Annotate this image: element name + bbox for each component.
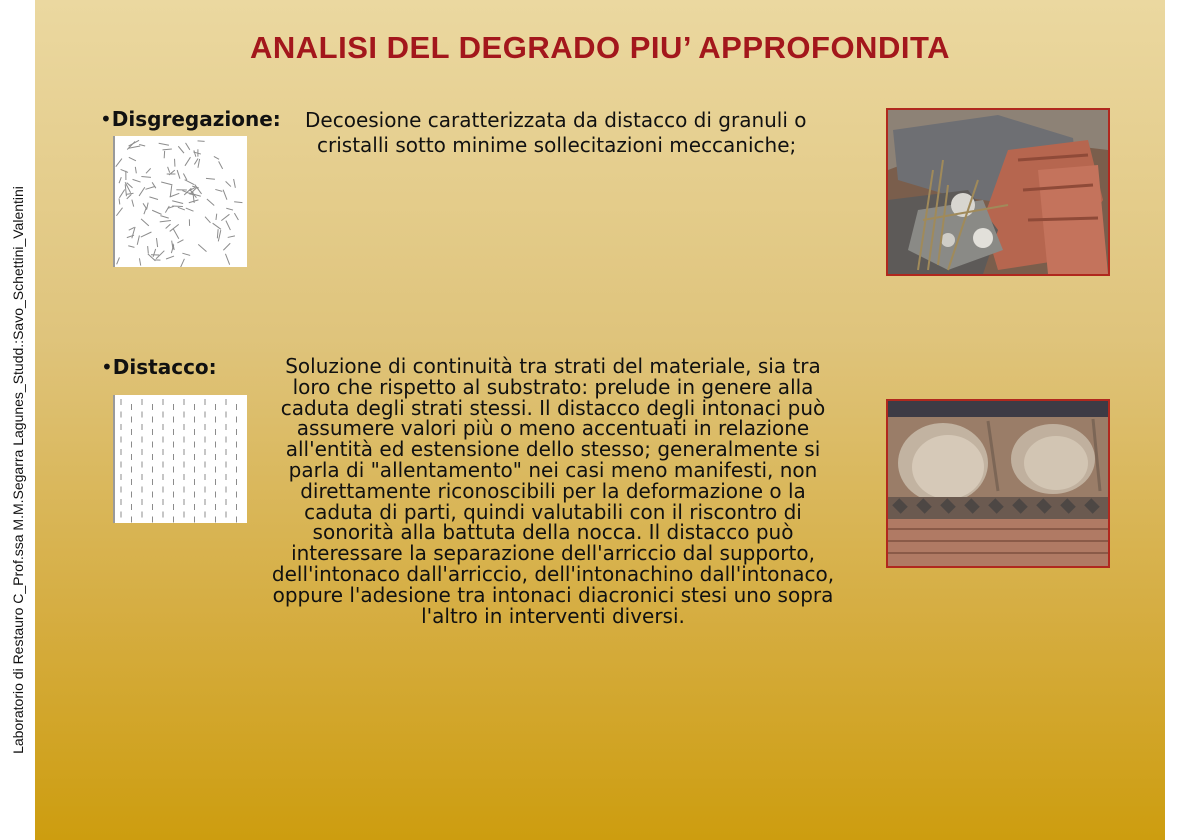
random-dash-hatch-icon bbox=[113, 136, 247, 267]
crumbling-masonry-photo bbox=[888, 110, 1108, 274]
description-line: caduta di parti, quindi valutabili con il riscontro di bbox=[304, 499, 802, 524]
crumbling-masonry-photo bbox=[886, 108, 1110, 276]
side-label: Laboratorio di Restauro C_Prof.ssa M.M.Segarra Lagunes_Studd.:Savo_Schettini_Valentini bbox=[10, 186, 26, 754]
slide-title: ANALISI DEL DEGRADO PIU’ APPROFONDITA bbox=[250, 30, 950, 65]
description-line: parla di "allentamento" nei casi meno manifesti, non bbox=[288, 457, 818, 482]
description-line: oppure l'adesione tra intonaci diacronici stesi uno sopra bbox=[272, 582, 834, 607]
description-line: l'altro in interventi diversi. bbox=[421, 603, 685, 628]
description-line: dell'intonaco dall'arriccio, dell'intonachino dall'intonaco, bbox=[271, 561, 835, 586]
detached-plaster-wall-photo bbox=[888, 401, 1108, 566]
description-line: all'entità ed estensione dello stesso; generalmente si bbox=[285, 437, 821, 462]
slide bbox=[35, 0, 1165, 840]
description-line: caduta degli strati stessi. Il distacco degli intonaci può bbox=[280, 395, 826, 420]
disgregazione-heading bbox=[100, 107, 281, 131]
detached-plaster-wall-photo bbox=[886, 399, 1110, 568]
side-margin bbox=[0, 0, 35, 840]
vertical-dash-hatch-icon bbox=[115, 395, 247, 523]
description-line: Soluzione di continuità tra strati del materiale, sia tra bbox=[285, 354, 821, 378]
distacco-description bbox=[235, 356, 871, 626]
description-line: sonorità alla battuta della nocca. Il distacco può bbox=[312, 520, 794, 545]
bullet: • bbox=[101, 355, 113, 379]
distacco-term: Distacco: bbox=[112, 355, 217, 379]
bullet: • bbox=[100, 107, 112, 131]
disgregazione-description bbox=[305, 108, 865, 158]
vertical-dash-hatch-icon bbox=[113, 395, 247, 523]
description-line: cristalli sotto minime sollecitazioni meccaniche; bbox=[317, 133, 797, 157]
disgregazione-term: Disgregazione: bbox=[111, 107, 281, 131]
distacco-heading bbox=[101, 355, 217, 379]
description-line: direttamente riconoscibili per la deformazione o la bbox=[300, 478, 806, 503]
description-line: loro che rispetto al substrato: prelude in genere alla bbox=[292, 374, 814, 399]
description-line: interessare la separazione dell'arriccio dal supporto, bbox=[291, 541, 815, 566]
description-line: Decoesione caratterizzata da distacco di granuli o bbox=[305, 108, 807, 132]
description-line: assumere valori più o meno accentuati in relazione bbox=[296, 416, 810, 441]
random-dash-hatch-icon bbox=[115, 136, 247, 267]
right-margin bbox=[1165, 0, 1200, 840]
